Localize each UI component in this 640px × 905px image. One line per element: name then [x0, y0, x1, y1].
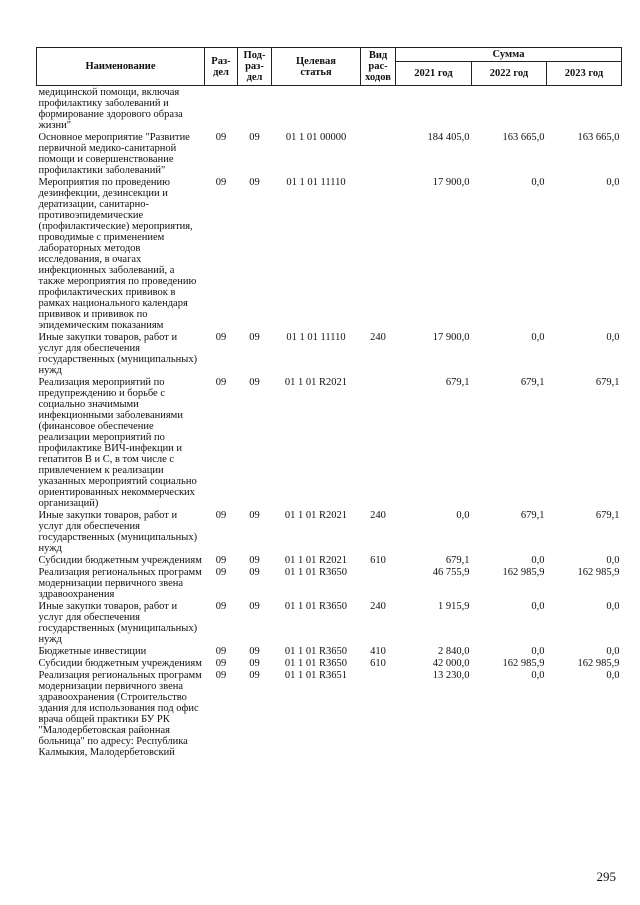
- page-number: 295: [596, 869, 616, 884]
- cell-2022: [472, 86, 547, 132]
- cell-subsection: 09: [249, 567, 260, 578]
- cell-2023: 0,0: [606, 555, 620, 566]
- table-row: [37, 176, 622, 331]
- budget-table: [36, 47, 622, 758]
- cell-2023: 162 985,9: [577, 567, 620, 578]
- cell-target: 01 1 01 R2021: [284, 510, 348, 521]
- cell-target: 01 1 01 R3650: [284, 646, 348, 657]
- cell-subsection: 09: [249, 646, 260, 657]
- cell-2021: 46 755,9: [432, 567, 470, 578]
- cell-section: 09: [215, 646, 227, 657]
- cell-name: Иные закупки товаров, работ и услуг для обеспечения государственных (муниципальных) нужд: [38, 601, 198, 645]
- cell-2022: 0,0: [531, 601, 545, 612]
- cell-2023: 0,0: [606, 332, 620, 343]
- table-row: [37, 331, 622, 376]
- cell-expense-type: 240: [370, 332, 386, 343]
- cell-2021: 17 900,0: [432, 177, 470, 188]
- cell-section: 09: [215, 510, 227, 521]
- cell-2023: [547, 86, 622, 132]
- cell-expense-type: [361, 86, 396, 132]
- cell-2021: 0,0: [456, 510, 470, 521]
- cell-subsection: 09: [249, 177, 260, 188]
- cell-2022: 679,1: [520, 377, 545, 388]
- cell-section: [205, 86, 238, 132]
- table-row: [37, 509, 622, 554]
- cell-2022: 0,0: [531, 177, 545, 188]
- table-row: [37, 131, 622, 176]
- cell-2021: 13 230,0: [432, 670, 470, 681]
- cell-target: 01 1 01 R3651: [284, 670, 348, 681]
- cell-2023: 162 985,9: [577, 658, 620, 669]
- table-row: [37, 600, 622, 645]
- cell-subsection: 09: [249, 377, 260, 388]
- cell-2021: [396, 86, 472, 132]
- cell-expense-type: 240: [370, 510, 386, 521]
- cell-section: 09: [215, 601, 227, 612]
- header-subsection: Под- раз- дел: [238, 48, 272, 86]
- cell-name: медицинской помощи, включая профилактику заболеваний и формирование здорового образа жизни": [38, 87, 183, 131]
- cell-target: 01 1 01 11110: [286, 332, 346, 343]
- table-row: [37, 376, 622, 509]
- cell-target: 01 1 01 R3650: [284, 567, 348, 578]
- header-name: Наименование: [37, 48, 205, 86]
- cell-2023: 679,1: [595, 510, 620, 521]
- cell-section: 09: [215, 658, 227, 669]
- table-row: [37, 86, 622, 132]
- cell-name: Иные закупки товаров, работ и услуг для обеспечения государственных (муниципальных) нужд: [38, 510, 198, 554]
- cell-2023: 0,0: [606, 670, 620, 681]
- cell-subsection: 09: [249, 510, 260, 521]
- cell-expense-type: 610: [370, 555, 386, 566]
- cell-2022: 163 665,0: [502, 132, 545, 143]
- cell-section: 09: [215, 377, 227, 388]
- cell-target: 01 1 01 00000: [285, 132, 347, 143]
- table-header: [37, 48, 622, 86]
- table-row: [37, 645, 622, 657]
- header-year-2021: 2021 год: [396, 62, 472, 86]
- cell-2021: 679,1: [445, 377, 470, 388]
- cell-name: Мероприятия по проведению дезинфекции, дезинсекции и дератизации, санитарно-противоэпидемические (профилактические) мероприятия, проводимые с применением лабораторных методов исследования, в очагах инфекционных заболеваний, а также мероприятия по проведению профилактических прививок в рамках национального календаря прививок и прививок по эпидемическим показаниям: [38, 177, 197, 331]
- cell-section: 09: [215, 177, 227, 188]
- table-row: [37, 657, 622, 669]
- cell-target: 01 1 01 R2021: [284, 377, 348, 388]
- cell-2022: 679,1: [520, 510, 545, 521]
- header-section: Раз- дел: [205, 48, 238, 86]
- cell-name: Реализация мероприятий по предупреждению и борьбе с социально значимыми инфекционными заболеваниями (финансовое обеспечение реализации мероприятий по профилактике ВИЧ-инфекции и гепатитов В и С, в том числе с привлечением к реализации указанных мероприятий социально ориентированных некоммерческих организаций): [38, 377, 197, 509]
- cell-expense-type: [361, 176, 396, 331]
- cell-section: 09: [215, 670, 227, 681]
- cell-2022: 0,0: [531, 670, 545, 681]
- cell-section: 09: [215, 332, 227, 343]
- cell-expense-type: 410: [370, 646, 386, 657]
- cell-2021: 679,1: [445, 555, 470, 566]
- cell-name: Субсидии бюджетным учреждениям: [38, 658, 202, 669]
- cell-2021: 1 915,9: [438, 601, 470, 612]
- table-body: [37, 86, 622, 759]
- cell-name: Субсидии бюджетным учреждениям: [38, 555, 202, 566]
- cell-name: Иные закупки товаров, работ и услуг для обеспечения государственных (муниципальных) нужд: [38, 332, 198, 376]
- cell-2023: 163 665,0: [577, 132, 620, 143]
- cell-2022: 0,0: [531, 332, 545, 343]
- cell-expense-type: 240: [370, 601, 386, 612]
- cell-2021: 184 405,0: [427, 132, 470, 143]
- header-year-2023: 2023 год: [547, 62, 622, 86]
- table-row: [37, 669, 622, 758]
- cell-target: 01 1 01 R3650: [284, 601, 348, 612]
- table-row: [37, 566, 622, 600]
- cell-target: 01 1 01 R2021: [284, 555, 348, 566]
- cell-section: 09: [215, 132, 227, 143]
- cell-name: Бюджетные инвестиции: [38, 646, 147, 657]
- cell-target: 01 1 01 R3650: [284, 658, 348, 669]
- table-row: [37, 554, 622, 566]
- cell-subsection: 09: [249, 658, 260, 669]
- header-year-2022: 2022 год: [472, 62, 547, 86]
- cell-expense-type: 610: [370, 658, 386, 669]
- header-sum: Сумма: [396, 48, 622, 62]
- cell-expense-type: [361, 566, 396, 600]
- cell-subsection: 09: [249, 555, 260, 566]
- cell-subsection: 09: [249, 332, 260, 343]
- cell-name: Реализация региональных программ модернизации первичного звена здравоохранения: [38, 567, 202, 600]
- cell-2023: 0,0: [606, 646, 620, 657]
- cell-subsection: 09: [249, 132, 260, 143]
- cell-2022: 0,0: [531, 646, 545, 657]
- cell-expense-type: [361, 131, 396, 176]
- cell-2022: 162 985,9: [502, 567, 545, 578]
- cell-subsection: [238, 86, 272, 132]
- cell-expense-type: [361, 669, 396, 758]
- cell-target: [272, 86, 361, 132]
- header-expense-type: Вид рас- ходов: [361, 48, 396, 86]
- cell-2021: 17 900,0: [432, 332, 470, 343]
- cell-name: Основное мероприятие "Развитие первичной медико-санитарной помощи и совершенствование профилактики заболеваний": [38, 132, 190, 176]
- cell-section: 09: [215, 567, 227, 578]
- cell-2023: 679,1: [595, 377, 620, 388]
- cell-2023: 0,0: [606, 601, 620, 612]
- cell-name: Реализация региональных программ модернизации первичного звена здравоохранения (Строительство здания для использования под офис врача общей практики БУ РК "Малодербетовская районная больница" по адресу: Республика Калмыкия, Малодербетовский: [38, 670, 202, 758]
- cell-section: 09: [215, 555, 227, 566]
- cell-2021: 42 000,0: [432, 658, 470, 669]
- cell-2022: 162 985,9: [502, 658, 545, 669]
- cell-2021: 2 840,0: [438, 646, 470, 657]
- cell-subsection: 09: [249, 670, 260, 681]
- cell-expense-type: [361, 376, 396, 509]
- header-target: Целевая статья: [272, 48, 361, 86]
- cell-target: 01 1 01 11110: [286, 177, 346, 188]
- cell-2022: 0,0: [531, 555, 545, 566]
- cell-subsection: 09: [249, 601, 260, 612]
- cell-2023: 0,0: [606, 177, 620, 188]
